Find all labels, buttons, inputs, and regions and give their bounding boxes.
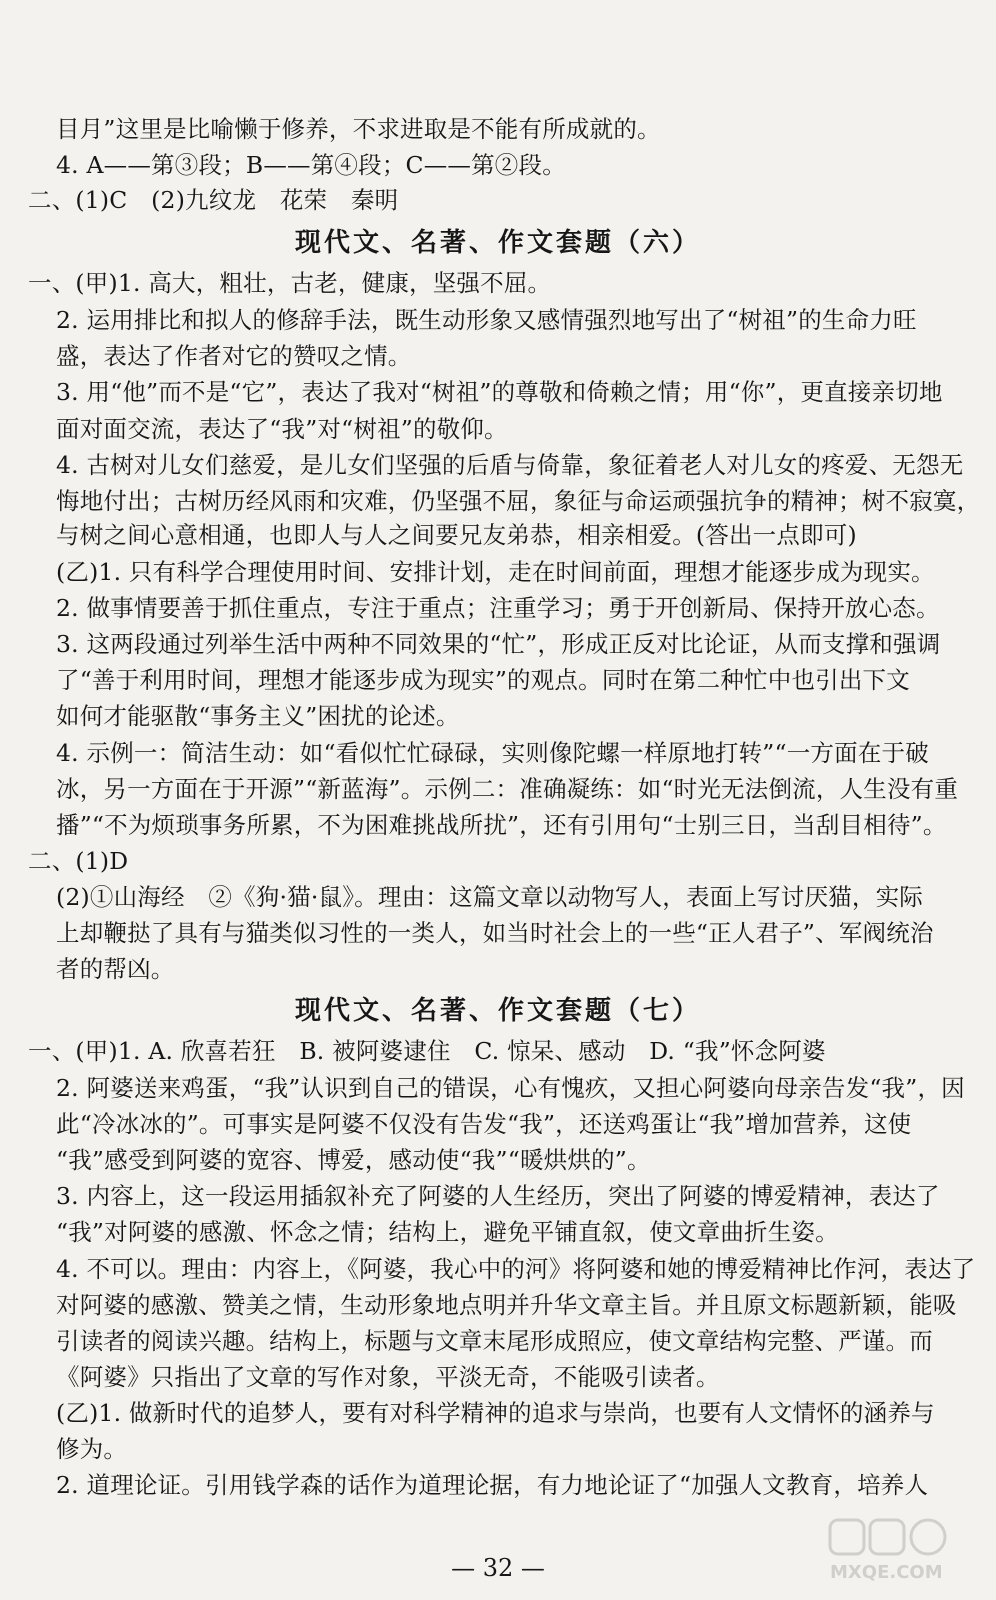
text-line: 2. 运用排比和拟人的修辞手法，既生动形象又感情强烈地写出了“树祖”的生命力旺 [56, 306, 917, 334]
text-line: 一、(甲)1. A. 欣喜若狂 B. 被阿婆逮住 C. 惊呆、感动 D. “我”怀念阿婆 [28, 1037, 826, 1065]
text-line: 4. A——第③段；B——第④段；C——第②段。 [56, 151, 566, 179]
text-line: 3. 用“他”而不是“它”，表达了我对“树祖”的尊敬和倚赖之情；用“你”，更直接亲切地 [56, 378, 943, 406]
text-line: 目月”这里是比喻懒于修养，不求进取是不能有所成就的。 [56, 115, 661, 143]
text-line: 2. 阿婆送来鸡蛋，“我”认识到自己的错误，心有愧疚，又担心阿婆向母亲告发“我”，因 [56, 1074, 965, 1102]
text-line: 盛，表达了作者对它的赞叹之情。 [56, 342, 412, 370]
text-line: 对阿婆的感激、赞美之情，生动形象地点明并升华文章主旨。并且原文标题新颖，能吸 [56, 1291, 957, 1319]
text-line: (2)①山海经 ②《狗·猫·鼠》。理由：这篇文章以动物写人，表面上写讨厌猫，实际 [56, 883, 923, 911]
text-line: 4. 不可以。理由：内容上，《阿婆，我心中的河》将阿婆和她的博爱精神比作河，表达了 [56, 1255, 976, 1283]
text-line: 2. 道理论证。引用钱学森的话作为道理论据，有力地论证了“加强人文教育，培养人 [56, 1471, 929, 1499]
text-line: 一、(甲)1. 高大，粗壮，古老，健康，坚强不屈。 [28, 269, 552, 297]
text-line: 与树之间心意相通，也即人与人之间要兄友弟恭，相亲相爱。(答出一点即可) [56, 521, 857, 549]
section-heading: 现代文、名著、作文套题（六） [294, 228, 701, 258]
text-line: 上却鞭挞了具有与猫类似习性的一类人，如当时社会上的一些“正人君子”、军阀统治 [56, 919, 934, 947]
text-line: 《阿婆》只指出了文章的写作对象，平淡无奇，不能吸引读者。 [56, 1363, 720, 1391]
text-line: 3. 内容上，这一段运用插叙补充了阿婆的人生经历，突出了阿婆的博爱精神，表达了 [56, 1182, 940, 1210]
text-line: 4. 示例一：简洁生动：如“看似忙忙碌碌，实则像陀螺一样原地打转”“一方面在于破 [56, 739, 929, 767]
text-line: 2. 做事情要善于抓住重点，专注于重点；注重学习；勇于开创新局、保持开放心态。 [56, 594, 940, 622]
text-line: (乙)1. 做新时代的追梦人，要有对科学精神的追求与崇尚，也要有人文情怀的涵养与 [56, 1399, 935, 1427]
text-line: 者的帮凶。 [56, 955, 175, 983]
text-line: 了“善于利用时间，理想才能逐步成为现实”的观点。同时在第二种忙中也引出下文 [56, 666, 910, 694]
text-line: (乙)1. 只有科学合理使用时间、安排计划，走在时间前面，理想才能逐步成为现实。 [56, 558, 935, 586]
text-line: 面对面交流，表达了“我”对“树祖”的敬仰。 [56, 415, 508, 443]
watermark-logo [824, 1516, 984, 1586]
text-line: 悔地付出；古树历经风雨和灾难，仍坚强不屈，象征与命运顽强抗争的精神；树不寂寞， [56, 487, 981, 515]
text-line: 修为。 [56, 1435, 128, 1463]
text-line: 引读者的阅读兴趣。结构上，标题与文章末尾形成照应，使文章结构完整、严谨。而 [56, 1327, 933, 1355]
text-line: 播”“不为烦琐事务所累，不为困难挑战所扰”，还有引用句“士别三日，当刮目相待”。 [56, 811, 947, 839]
text-line: 二、(1)C (2)九纹龙 花荣 秦明 [28, 186, 399, 214]
text-line: 此“冷冰冰的”。可事实是阿婆不仅没有告发“我”，还送鸡蛋让“我”增加营养，这使 [56, 1110, 912, 1138]
text-line: “我”感受到阿婆的宽容、博爱，感动使“我”“暖烘烘的”。 [56, 1146, 651, 1174]
text-line: 4. 古树对儿女们慈爱，是儿女们坚强的后盾与倚靠，象征着老人对儿女的疼爱、无怨无 [56, 451, 964, 479]
text-line: “我”对阿婆的感激、怀念之情；结构上，避免平铺直叙，使文章曲折生姿。 [56, 1218, 839, 1246]
watermark-text: MXQE.COM [830, 1562, 943, 1583]
page-number: — 32 — [451, 1554, 545, 1582]
text-line: 3. 这两段通过列举生活中两种不同效果的“忙”，形成正反对比论证，从而支撑和强调 [56, 630, 941, 658]
section-heading: 现代文、名著、作文套题（七） [294, 996, 701, 1026]
text-line: 冰，另一方面在于开源”“新蓝海”。示例二：准确凝练：如“时光无法倒流，人生没有重 [56, 775, 959, 803]
text-line: 如何才能驱散“事务主义”困扰的论述。 [56, 702, 460, 730]
text-line: 二、(1)D [28, 847, 129, 875]
